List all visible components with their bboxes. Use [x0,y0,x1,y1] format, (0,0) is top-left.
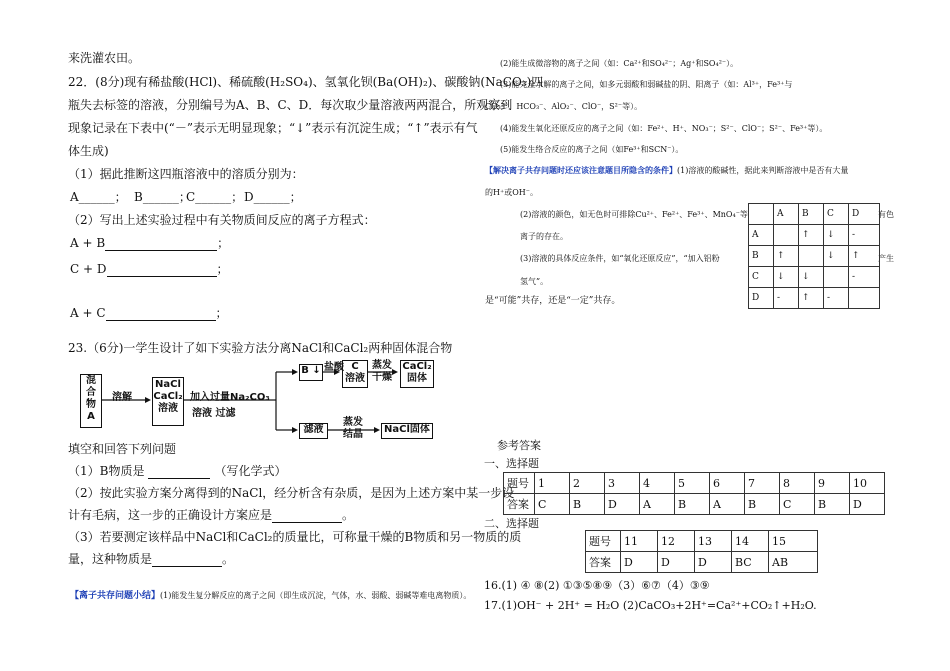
mixture-char: 混 [86,375,96,386]
rule-3-line-2: CO₃²⁻、HCO₃⁻、AlO₂⁻、ClO⁻，S²⁻等）。 [485,102,643,111]
solid-line: CaCl₂ [402,361,432,372]
table-row [749,225,880,246]
table-cell: 4 [640,473,675,494]
q23-part-3-line-1: （3）若要测定该样品中NaCl和CaCl₂的质量比，可称量干燥的B物质和另一物质的质 [68,530,522,544]
table-cell: 7 [745,473,780,494]
table-cell: ↑ [774,246,799,267]
label-line: 干燥 [372,372,392,383]
section-1-title: 一、选择题 [484,457,539,470]
semicolon: ； [217,236,230,250]
rule-4: (4)能发生氧化还原反应的离子之间（如：Fe²⁺、H⁺、NO₃⁻；S²⁻、ClO⁻；S²⁻、Fe³⁺等）。 [500,124,828,133]
table-cell: 13 [695,531,732,552]
filter-label: 溶液 过滤 [192,408,236,419]
table-cell: B [570,494,605,515]
table-row [504,494,885,515]
mixture-box [80,374,102,428]
q22-blank-b: B______； [134,190,191,204]
table-cell: 1 [535,473,570,494]
q22-line-3: 现象记录在下表中(“－”表示无明显现象；“↓”表示有沉淀生成；“↑”表示有气 [68,121,478,135]
arrowhead [392,369,398,375]
arrowhead [292,369,298,375]
filtrate-box: 滤液 [299,423,328,439]
table-cell: ↑ [849,246,880,267]
eq-cd-label: C + D [70,262,107,276]
eq-ab-label: A + B [70,236,106,250]
table-cell: C [749,267,774,288]
solution-line: 溶液 [345,373,365,384]
table-cell: 6 [710,473,745,494]
table-cell: 题号 [586,531,621,552]
table-cell: D [658,552,695,573]
semicolon: ； [216,262,229,276]
table-cell [774,225,799,246]
hidden-conditions [485,165,848,176]
solution-c-box [342,360,368,388]
answer-line [272,510,342,523]
table-header-row [749,204,880,225]
solution-line: 溶液 [158,403,178,414]
table-cell: D [695,552,732,573]
answers-title: 参考答案 [497,439,541,452]
q22-blank-d: D______； [244,190,302,204]
table-cell: ↓ [824,225,849,246]
table-cell: 10 [850,473,885,494]
hidden-text-2: 的H⁺或OH⁻。 [485,188,538,197]
summary-text: (1)能发生复分解反应的离子之间（即生成沉淀，气体，水、弱酸、弱碱等难电离物质）。 [160,591,472,600]
text-line: 来洗灌农田。 [68,51,141,65]
table-row [749,267,880,288]
evaporate-dry-label [372,360,392,384]
table-cell: ↓ [799,267,824,288]
table-cell: D [749,288,774,309]
table-cell: 3 [605,473,640,494]
mixture-char: A [87,411,95,422]
rule-2: (2)能生成微溶物的离子之间（如：Ca²⁺和SO₄²⁻；Ag⁺和SO₄²⁻）。 [500,59,739,68]
summary-block [70,588,471,601]
table-cell: 答案 [504,494,535,515]
fill-intro: 填空和回答下列问题 [68,442,177,456]
q23-part-1-suffix: （写化学式） [214,464,287,478]
solution-line: NaCl [155,379,181,390]
table-cell: B [799,204,824,225]
table-cell: 答案 [586,552,621,573]
answer-line [152,554,222,567]
table-cell: 题号 [504,473,535,494]
condition-2-line-1: (2)溶液的颜色，如无色时可排除Cu²⁺、Fe²⁺、Fe³⁺、MnO₄⁻等 [520,210,748,219]
section-2-title: 二、选择题 [484,517,539,530]
q23-part-2-line-1: （2）按此实验方案分离得到的NaCl，经分析含有杂质，是因为上述方案中某一步设 [68,486,515,500]
answers-table-1 [503,472,885,515]
q23-part-3-line-2 [68,550,234,567]
q22-line-4: 体生成) [68,144,109,158]
table-cell: 9 [815,473,850,494]
condition-4: 是“可能”共存，还是“一定”共存。 [485,296,621,306]
table-cell [824,267,849,288]
table-cell: 5 [675,473,710,494]
table-cell: A [774,204,799,225]
table-cell: C [824,204,849,225]
label-line: 蒸发 [372,360,392,371]
table-cell: B [745,494,780,515]
table-cell: 8 [780,473,815,494]
nacl-solid-box: NaCl固体 [381,423,433,439]
eq-ac-label: A + C [70,306,106,320]
q23-part-2-prefix: 计有毛病，这一步的正确设计方案应是 [68,508,273,522]
hcl-label: 盐酸 [324,362,344,373]
table-cell: AB [769,552,818,573]
table-cell: ↑ [799,225,824,246]
arrowhead [374,427,380,433]
answers-table-2 [585,530,818,573]
label-line: 结晶 [343,429,363,440]
table-cell: A [640,494,675,515]
mixture-char: 合 [86,387,96,398]
q23-title: 23.（6分)一学生设计了如下实验方法分离NaCl和CaCl₂两种固体混合物 [68,341,453,355]
table-cell: C [780,494,815,515]
hidden-text: (1)溶液的酸碱性，据此来判断溶液中是否有大量 [677,166,849,175]
summary-title: 【离子共存问题小结】 [70,591,161,601]
hidden-title: 【解决离子共存问题时还应该注意题目所隐含的条件】 [485,165,677,175]
label-line: 蒸发 [343,417,363,428]
table-cell [849,288,880,309]
table-cell: A [710,494,745,515]
solid-line: 固体 [407,373,427,384]
table-cell: D [605,494,640,515]
period: 。 [222,552,235,566]
table-row [749,288,880,309]
table-cell [749,204,774,225]
table-cell: B [749,246,774,267]
solution-line: C [351,361,359,372]
table-row [504,473,885,494]
table-cell: D [849,204,880,225]
table-cell: ↑ [799,288,824,309]
q22-line-1: 22．(8分)现有稀盐酸(HCl)、稀硫酸(H₂SO₄)、氢氧化钡(Ba(OH)₂)、碳酸钠(NaCO₃)四 [68,75,544,89]
answer-17: 17.(1)OH⁻ + 2H⁺ = H₂O (2)CaCO₃+2H⁺=Ca²⁺+CO₂↑+H₂O. [484,599,817,612]
answer-16: 16.(1) ④ ⑧(2) ①③⑤⑧⑨（3）⑥⑦（4）③⑨ [484,579,710,592]
table-cell: A [749,225,774,246]
condition-2-line-2: 离子的存在。 [520,232,568,241]
table-cell: 11 [621,531,658,552]
table-cell: D [850,494,885,515]
table-row [586,552,818,573]
solution-line: CaCl₂ [153,391,183,402]
arrowhead [292,427,298,433]
semicolon: ； [215,306,228,320]
table-row [749,246,880,267]
solution-box [152,377,184,426]
q23-part-1-prefix: （1）B物质是 [68,464,145,478]
table-cell [799,246,824,267]
arrowhead [145,397,151,403]
mixture-char: 物 [86,399,96,410]
colored-text: 有色 [878,210,894,219]
q23-part-3-prefix: 量，这种物质是 [68,552,153,566]
table-cell: BC [732,552,769,573]
answer-line [148,466,210,479]
add-na2co3-label: 加入过量Na₂CO₃ [190,392,270,403]
condition-3-line-1: (3)溶液的具体反应条件，如“氧化还原反应”，“加入铝粉 [520,254,720,263]
table-cell: ↓ [824,246,849,267]
table-cell: 2 [570,473,605,494]
table-cell: - [824,288,849,309]
table-cell: B [675,494,710,515]
cacl2-solid-box [400,360,434,388]
table-cell: - [849,267,880,288]
period: 。 [342,508,355,522]
table-cell: B [815,494,850,515]
q23-part-2-line-2 [68,506,354,523]
q22-blank-c: C______； [186,190,244,204]
produce-text: 产生 [878,254,894,263]
rule-5: (5)能发生络合反应的离子之间（如Fe³⁺和SCN⁻）。 [500,145,684,154]
precipitate-b-box: B ↓ [299,364,323,381]
table-row [586,531,818,552]
q22-part-1: （1）据此推断这四瓶溶液中的溶质分别为： [68,167,304,181]
table-cell: 15 [769,531,818,552]
condition-3-line-2: 氢气”。 [520,277,549,286]
q22-line-2: 瓶失去标签的溶液，分别编号为A、B、C、D．每次取少量溶液两两混合，所观察到 [68,98,513,112]
observation-table [748,203,880,309]
q22-part-2: （2）写出上述实验过程中有关物质间反应的离子方程式： [68,213,376,227]
dissolve-label: 溶解 [112,392,132,403]
table-cell: - [774,288,799,309]
q23-part-1 [68,462,286,479]
table-cell: C [535,494,570,515]
q22-blank-a: A______； [70,190,127,204]
table-cell: 12 [658,531,695,552]
rule-3-line-1: (3)能完全水解的离子之间，如多元弱酸和弱碱盐的阴、阳离子（如：Al³⁺，Fe³⁺与 [500,80,793,89]
table-cell: 14 [732,531,769,552]
table-cell: ↓ [774,267,799,288]
table-cell: - [849,225,880,246]
table-cell: D [621,552,658,573]
evaporate-crystallize-label [343,417,363,441]
